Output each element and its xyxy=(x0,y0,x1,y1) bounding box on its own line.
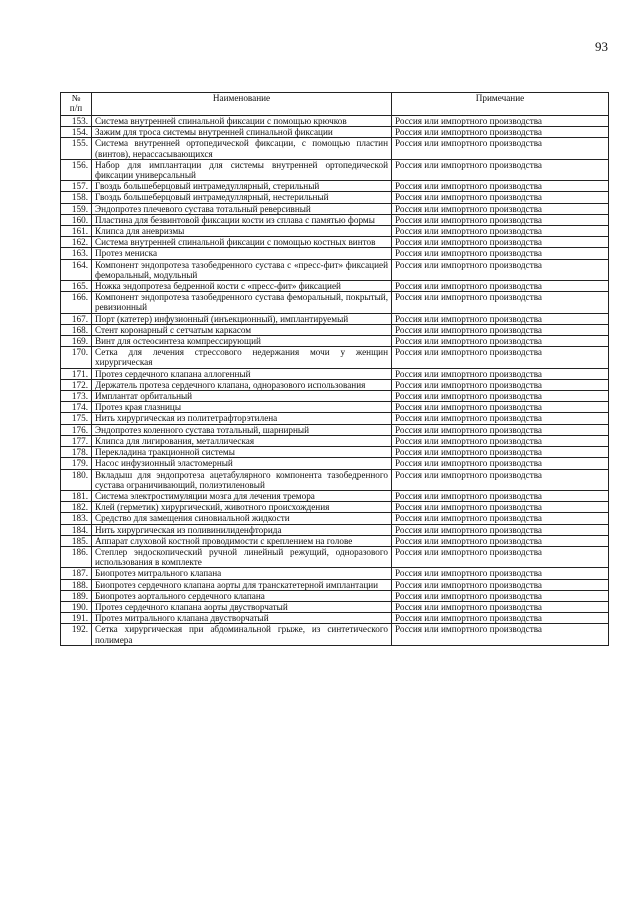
row-note: Россия или импортного производства xyxy=(392,368,609,379)
table-row xyxy=(61,524,609,535)
row-number: 156. xyxy=(61,159,92,180)
row-name: Клипса для аневризмы xyxy=(92,226,392,237)
table-row xyxy=(61,138,609,159)
row-name: Биопротез аортального сердечного клапана xyxy=(92,590,392,601)
header-note: Примечание xyxy=(392,93,609,116)
table-row xyxy=(61,226,609,237)
row-note: Россия или импортного производства xyxy=(392,379,609,390)
row-number: 160. xyxy=(61,214,92,225)
table-body xyxy=(61,116,609,646)
row-note: Россия или импортного производства xyxy=(392,424,609,435)
row-note: Россия или импортного производства xyxy=(392,192,609,203)
row-name: Система электростимуляции мозга для лечения тремора xyxy=(92,490,392,501)
row-name: Протез митрального клапана двустворчатый xyxy=(92,613,392,624)
table-row xyxy=(61,259,609,280)
row-number: 189. xyxy=(61,590,92,601)
row-number: 158. xyxy=(61,192,92,203)
row-name: Стент коронарный с сетчатым каркасом xyxy=(92,324,392,335)
row-name: Нить хирургическая из политетрафторэтилена xyxy=(92,413,392,424)
row-name: Ножка эндопротеза бедренной кости с «пресс-фит» фиксацией xyxy=(92,281,392,292)
row-name: Сетка хирургическая при абдоминальной грыже, из синтетического полимера xyxy=(92,624,392,645)
row-number: 159. xyxy=(61,203,92,214)
row-note: Россия или импортного производства xyxy=(392,226,609,237)
row-name: Винт для остеосинтеза компрессирующий xyxy=(92,336,392,347)
row-number: 161. xyxy=(61,226,92,237)
row-number: 175. xyxy=(61,413,92,424)
table-row xyxy=(61,568,609,579)
table-row xyxy=(61,458,609,469)
row-number: 187. xyxy=(61,568,92,579)
table-row xyxy=(61,590,609,601)
header-number xyxy=(61,93,92,116)
row-name: Нить хирургическая из поливинилиденфторида xyxy=(92,524,392,535)
table-row xyxy=(61,579,609,590)
row-name: Сетка для лечения стрессового недержания мочи у женщин хирургическая xyxy=(92,347,392,368)
row-note: Россия или импортного производства xyxy=(392,513,609,524)
row-note: Россия или импортного производства xyxy=(392,579,609,590)
row-name: Протез сердечного клапана аорты двустворчатый xyxy=(92,601,392,612)
table-row xyxy=(61,368,609,379)
table-row xyxy=(61,324,609,335)
table-row xyxy=(61,292,609,313)
row-note: Россия или импортного производства xyxy=(392,347,609,368)
row-note: Россия или импортного производства xyxy=(392,259,609,280)
table-row xyxy=(61,237,609,248)
row-number: 157. xyxy=(61,181,92,192)
row-note: Россия или импортного производства xyxy=(392,281,609,292)
row-note: Россия или импортного производства xyxy=(392,138,609,159)
table-row xyxy=(61,435,609,446)
row-name: Гвоздь большеберцовый интрамедуллярный, нестерильный xyxy=(92,192,392,203)
row-note: Россия или импортного производства xyxy=(392,292,609,313)
row-name: Эндопротез коленного сустава тотальный, шарнирный xyxy=(92,424,392,435)
device-register-table xyxy=(60,92,609,646)
row-name: Система внутренней спинальной фиксации с помощью костных винтов xyxy=(92,237,392,248)
row-number: 182. xyxy=(61,502,92,513)
row-name: Протез мениска xyxy=(92,248,392,259)
row-name: Протез края глазницы xyxy=(92,402,392,413)
row-note: Россия или импортного производства xyxy=(392,413,609,424)
table-row xyxy=(61,413,609,424)
row-name: Перекладина тракционной системы xyxy=(92,447,392,458)
row-number: 186. xyxy=(61,546,92,567)
row-number: 176. xyxy=(61,424,92,435)
table-row xyxy=(61,181,609,192)
row-note: Россия или импортного производства xyxy=(392,590,609,601)
row-number: 178. xyxy=(61,447,92,458)
row-number: 177. xyxy=(61,435,92,446)
row-note: Россия или импортного производства xyxy=(392,535,609,546)
table-row xyxy=(61,159,609,180)
row-number: 183. xyxy=(61,513,92,524)
row-note: Россия или импортного производства xyxy=(392,469,609,490)
row-number: 168. xyxy=(61,324,92,335)
row-note: Россия или импортного производства xyxy=(392,214,609,225)
header-name: Наименование xyxy=(92,93,392,116)
table-header-row xyxy=(61,93,609,116)
row-number: 179. xyxy=(61,458,92,469)
row-name: Гвоздь большеберцовый интрамедуллярный, стерильный xyxy=(92,181,392,192)
table-row xyxy=(61,424,609,435)
row-name: Компонент эндопротеза тазобедренного сустава с «пресс-фит» фиксацией феморальный, модульный xyxy=(92,259,392,280)
page-number: 93 xyxy=(595,39,608,54)
row-name: Компонент эндопротеза тазобедренного сустава феморальный, покрытый, ревизионный xyxy=(92,292,392,313)
row-number: 153. xyxy=(61,116,92,127)
row-number: 172. xyxy=(61,379,92,390)
row-name: Имплантат орбитальный xyxy=(92,391,392,402)
table-row xyxy=(61,379,609,390)
row-number: 165. xyxy=(61,281,92,292)
row-name: Система внутренней ортопедической фиксации, с помощью пластин (винтов), нерассасывающихся xyxy=(92,138,392,159)
row-note: Россия или импортного производства xyxy=(392,402,609,413)
table-row xyxy=(61,347,609,368)
row-name: Клипса для лигирования, металлическая xyxy=(92,435,392,446)
row-note: Россия или импортного производства xyxy=(392,391,609,402)
row-note: Россия или импортного производства xyxy=(392,203,609,214)
table-row xyxy=(61,469,609,490)
row-number: 188. xyxy=(61,579,92,590)
header-number-abbr: п/п xyxy=(69,103,83,114)
table-row xyxy=(61,535,609,546)
row-note: Россия или импортного производства xyxy=(392,524,609,535)
row-note: Россия или импортного производства xyxy=(392,447,609,458)
row-note: Россия или импортного производства xyxy=(392,546,609,567)
row-number: 154. xyxy=(61,127,92,138)
row-number: 185. xyxy=(61,535,92,546)
row-number: 180. xyxy=(61,469,92,490)
row-note: Россия или импортного производства xyxy=(392,435,609,446)
row-name: Средство для замещения синовиальной жидкости xyxy=(92,513,392,524)
row-number: 162. xyxy=(61,237,92,248)
table-row xyxy=(61,214,609,225)
row-number: 164. xyxy=(61,259,92,280)
row-name: Биопротез сердечного клапана аорты для транскатетерной имплантации xyxy=(92,579,392,590)
row-note: Россия или импортного производства xyxy=(392,127,609,138)
row-number: 167. xyxy=(61,313,92,324)
row-name: Вкладыш для эндопротеза ацетабулярного компонента тазобедренного сустава ограничивающий, полиэтиленовый xyxy=(92,469,392,490)
table-row xyxy=(61,391,609,402)
row-name: Система внутренней спинальной фиксации с помощью крючков xyxy=(92,116,392,127)
table-row xyxy=(61,281,609,292)
row-note: Россия или импортного производства xyxy=(392,181,609,192)
row-note: Россия или импортного производства xyxy=(392,624,609,645)
row-name: Степлер эндоскопический ручной линейный режущий, одноразового использования в комплекте xyxy=(92,546,392,567)
table-row xyxy=(61,116,609,127)
row-note: Россия или импортного производства xyxy=(392,116,609,127)
row-note: Россия или импортного производства xyxy=(392,601,609,612)
table-row xyxy=(61,447,609,458)
row-name: Порт (катетер) инфузионный (инъекционный), имплантируемый xyxy=(92,313,392,324)
row-number: 191. xyxy=(61,613,92,624)
header-number-sign: № xyxy=(71,93,81,103)
table-row xyxy=(61,502,609,513)
row-note: Россия или импортного производства xyxy=(392,336,609,347)
row-number: 174. xyxy=(61,402,92,413)
row-number: 173. xyxy=(61,391,92,402)
row-name: Пластина для безвинтовой фиксации кости из сплава с памятью формы xyxy=(92,214,392,225)
row-name: Набор для имплантации для системы внутренней ортопедической фиксации универсальный xyxy=(92,159,392,180)
table-row xyxy=(61,513,609,524)
row-name: Протез сердечного клапана аллогенный xyxy=(92,368,392,379)
table-row xyxy=(61,248,609,259)
table-row xyxy=(61,127,609,138)
table-row xyxy=(61,601,609,612)
table-row xyxy=(61,624,609,645)
table-row xyxy=(61,203,609,214)
table-row xyxy=(61,192,609,203)
row-note: Россия или импортного производства xyxy=(392,458,609,469)
row-name: Эндопротез плечевого сустава тотальный реверсивный xyxy=(92,203,392,214)
table-row xyxy=(61,546,609,567)
row-note: Россия или импортного производства xyxy=(392,502,609,513)
row-number: 163. xyxy=(61,248,92,259)
row-note: Россия или импортного производства xyxy=(392,248,609,259)
row-note: Россия или импортного производства xyxy=(392,490,609,501)
row-number: 181. xyxy=(61,490,92,501)
row-name: Клей (герметик) хирургический, животного происхождения xyxy=(92,502,392,513)
row-number: 169. xyxy=(61,336,92,347)
row-number: 171. xyxy=(61,368,92,379)
row-name: Биопротез митрального клапана xyxy=(92,568,392,579)
row-name: Зажим для троса системы внутренней спинальной фиксации xyxy=(92,127,392,138)
table-row xyxy=(61,490,609,501)
table-row xyxy=(61,336,609,347)
row-name: Аппарат слуховой костной проводимости с креплением на голове xyxy=(92,535,392,546)
row-note: Россия или импортного производства xyxy=(392,237,609,248)
row-number: 170. xyxy=(61,347,92,368)
row-name: Держатель протеза сердечного клапана, одноразового использования xyxy=(92,379,392,390)
row-note: Россия или импортного производства xyxy=(392,159,609,180)
row-number: 190. xyxy=(61,601,92,612)
row-note: Россия или импортного производства xyxy=(392,613,609,624)
row-number: 192. xyxy=(61,624,92,645)
row-note: Россия или импортного производства xyxy=(392,313,609,324)
table-row xyxy=(61,402,609,413)
row-name: Насос инфузионный эластомерный xyxy=(92,458,392,469)
row-number: 184. xyxy=(61,524,92,535)
row-number: 166. xyxy=(61,292,92,313)
table-row xyxy=(61,613,609,624)
table-row xyxy=(61,313,609,324)
row-note: Россия или импортного производства xyxy=(392,568,609,579)
row-note: Россия или импортного производства xyxy=(392,324,609,335)
row-number: 155. xyxy=(61,138,92,159)
